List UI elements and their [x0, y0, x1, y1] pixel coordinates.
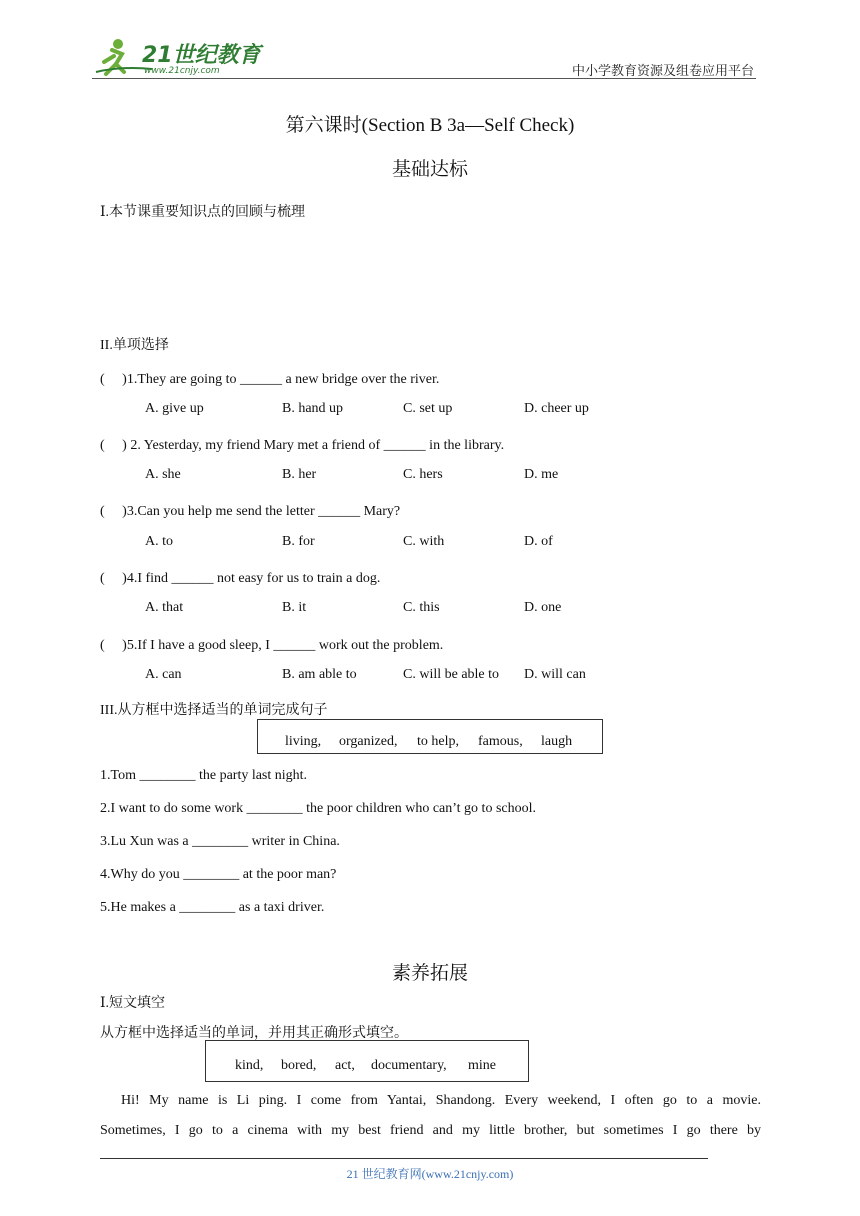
word-box	[205, 1040, 529, 1082]
option: B. for	[282, 534, 315, 549]
passage-line: Hi! My name is Li ping. I come from Yantai, Shandong. Every weekend, I often go to a movie.	[121, 1093, 761, 1108]
section2-instruction: 从方框中选择适当的单词，并用其正确形式填空。	[100, 1026, 408, 1041]
option: C. set up	[403, 401, 453, 416]
section2-part-1-heading: Ⅰ.短文填空	[100, 996, 166, 1011]
word-box	[257, 719, 603, 754]
question-stem: ( )3.Can you help me send the letter ______ Mary?	[100, 504, 401, 519]
footer-text: 21 世纪教育网(www.21cnjy.com)	[346, 1167, 514, 1181]
word: laugh	[541, 734, 573, 749]
word: act,	[335, 1058, 355, 1073]
word: bored,	[281, 1058, 317, 1073]
part-2-heading: II.单项选择	[100, 338, 169, 353]
sentence: 5.He makes a ________ as a taxi driver.	[100, 900, 325, 915]
word: kind,	[235, 1058, 264, 1073]
option: C. hers	[403, 467, 443, 482]
option: D. one	[524, 600, 562, 615]
passage-line: Sometimes, I go to a cinema with my best friend and my little brother, but sometimes I go there by	[100, 1123, 761, 1138]
option: B. it	[282, 600, 307, 615]
sentence: 1.Tom ________ the party last night.	[100, 768, 308, 783]
word: organized,	[339, 734, 398, 749]
page-title: 第六课时(Section B 3a—Self Check)	[285, 115, 575, 136]
word: mine	[468, 1058, 496, 1073]
option: A. give up	[145, 401, 204, 416]
option: B. her	[282, 467, 317, 482]
option: A. can	[145, 667, 182, 682]
word: documentary,	[371, 1058, 447, 1073]
footer-divider	[100, 1158, 708, 1159]
logo-text: 21世纪教育	[142, 43, 261, 68]
site-logo	[92, 36, 262, 80]
question-stem: ( )4.I find ______ not easy for us to train a dog.	[100, 571, 381, 586]
part-3-heading: III.从方框中选择适当的单词完成句子	[100, 703, 328, 718]
word: famous,	[478, 734, 523, 749]
header-right-text: 中小学教育资源及组卷应用平台	[571, 63, 754, 78]
option: A. that	[145, 600, 184, 615]
section-heading-extension: 素养拓展	[391, 963, 468, 984]
word: to help,	[417, 734, 459, 749]
question-stem: ( ) 2. Yesterday, my friend Mary met a friend of ______ in the library.	[100, 438, 505, 453]
option: D. will can	[524, 667, 586, 682]
part-1-heading: Ⅰ.本节课重要知识点的回顾与梳理	[100, 205, 306, 220]
option: D. cheer up	[524, 401, 589, 416]
option: C. will be able to	[403, 667, 500, 682]
sentence: 3.Lu Xun was a ________ writer in China.	[100, 834, 340, 849]
option: A. she	[145, 467, 181, 482]
option: B. hand up	[282, 401, 344, 416]
option: B. am able to	[282, 667, 357, 682]
sentence: 2.I want to do some work ________ the poor children who can’t go to school.	[100, 801, 537, 816]
section-heading-basic: 基础达标	[391, 159, 468, 180]
question-stem: ( )1.They are going to ______ a new bridge over the river.	[100, 372, 440, 387]
sentence: 4.Why do you ________ at the poor man?	[100, 867, 337, 882]
question-stem: ( )5.If I have a good sleep, I ______ work out the problem.	[100, 638, 444, 653]
option: D. of	[524, 534, 553, 549]
word: living,	[285, 734, 322, 749]
option: C. with	[403, 534, 445, 549]
option: D. me	[524, 467, 559, 482]
logo-url: www.21cnjy.com	[144, 66, 220, 76]
header-divider	[92, 78, 756, 79]
option: C. this	[403, 600, 440, 615]
option: A. to	[145, 534, 173, 549]
